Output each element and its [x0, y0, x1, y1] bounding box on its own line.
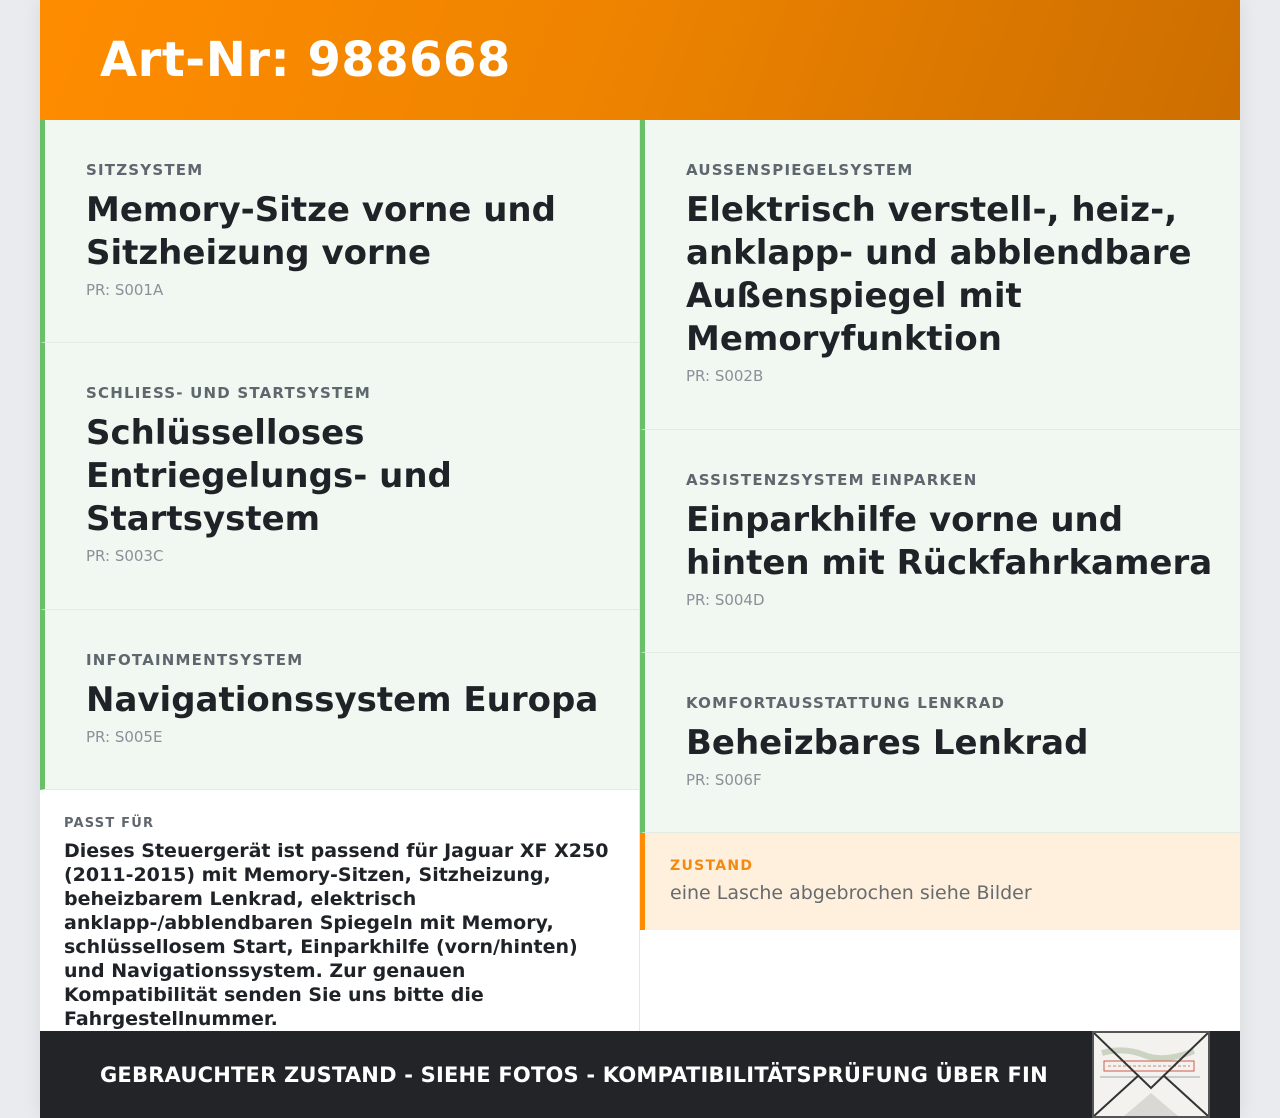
feature-pr-code: PR: S004D: [686, 591, 765, 609]
article-number-title: Art-Nr: 988668: [100, 32, 511, 88]
product-sheet: [40, 0, 1240, 1118]
feature-category: ASSISTENZSYSTEM EINPARKEN: [686, 471, 978, 489]
feature-card-infotainment: [40, 610, 639, 790]
feature-name: Schlüsselloses Entriegelungs- und Startsystem: [86, 413, 452, 539]
compatibility-label: PASST FÜR: [64, 816, 155, 831]
feature-category: INFOTAINMENTSYSTEM: [86, 651, 304, 669]
feature-card-keyless: [40, 343, 639, 610]
feature-card-steering: [640, 653, 1240, 833]
feature-name: Einparkhilfe vorne und hinten mit Rückfahrkamera: [686, 500, 1213, 583]
footer-text: GEBRAUCHTER ZUSTAND - SIEHE FOTOS - KOMPATIBILITÄTSPRÜFUNG ÜBER FIN: [100, 1062, 1048, 1087]
feature-pr-code: PR: S002B: [686, 367, 764, 385]
envelope-label-thumbnail-icon: [1092, 1031, 1210, 1118]
condition-box: [640, 833, 1240, 930]
feature-pr-code: PR: S005E: [86, 728, 163, 746]
feature-pr-code: PR: S001A: [86, 281, 164, 299]
feature-category: AUSSENSPIEGELSYSTEM: [686, 161, 914, 179]
feature-category: SITZSYSTEM: [86, 161, 204, 179]
feature-pr-code: PR: S006F: [686, 771, 762, 789]
feature-name: Memory-Sitze vorne und Sitzheizung vorne: [86, 190, 556, 273]
feature-card-parking: [640, 430, 1240, 653]
feature-name: Elektrisch verstell-, heiz-, anklapp- und abblendbare Außenspiegel mit Memoryfunktion: [686, 190, 1192, 359]
feature-name: Beheizbares Lenkrad: [686, 723, 1089, 763]
compatibility-box: [40, 790, 639, 1031]
feature-card-seat: [40, 120, 639, 343]
footer-banner: [40, 1031, 1240, 1118]
condition-label: ZUSTAND: [670, 858, 754, 874]
compatibility-text: Dieses Steuergerät ist passend für Jaguar XF X250 (2011-2015) mit Memory-Sitzen, Sitzheizung, beheizbarem Lenkrad, elektrisch anklapp-/abblendbaren Spiegeln mit Memory, schlüssellosem Start, Einparkhilfe (vorn/hinten) und Navigationssystem. Zur genauen Kompatibilität senden Sie uns bitte die Fahrgestellnummer.: [64, 840, 609, 1030]
feature-pr-code: PR: S003C: [86, 547, 164, 565]
feature-card-mirrors: [640, 120, 1240, 430]
feature-name: Navigationssystem Europa: [86, 680, 599, 720]
condition-text: eine Lasche abgebrochen siehe Bilder: [670, 882, 1032, 904]
feature-grid: [40, 120, 1240, 1031]
header: [40, 0, 1240, 120]
feature-category: SCHLIESS- UND STARTSYSTEM: [86, 384, 371, 402]
feature-category: KOMFORTAUSSTATTUNG LENKRAD: [686, 694, 1006, 712]
feature-column-right: [640, 120, 1240, 833]
